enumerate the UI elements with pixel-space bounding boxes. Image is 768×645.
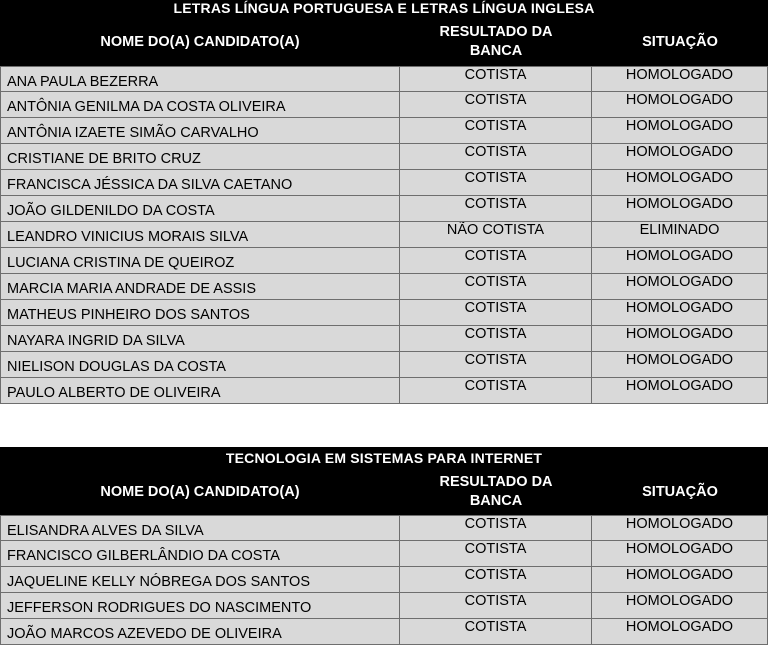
table-row xyxy=(0,118,768,144)
result-cell: COTISTA xyxy=(400,196,592,221)
candidate-name-cell: JEFFERSON RODRIGUES DO NASCIMENTO xyxy=(0,593,400,618)
header-name: NOME DO(A) CANDIDATO(A) xyxy=(100,483,300,500)
result-cell: COTISTA xyxy=(400,118,592,143)
candidate-name-cell: ANA PAULA BEZERRA xyxy=(0,67,400,91)
candidate-name-cell: ELISANDRA ALVES DA SILVA xyxy=(0,516,400,540)
candidate-name-cell: CRISTIANE DE BRITO CRUZ xyxy=(0,144,400,169)
table-title: TECNOLOGIA EM SISTEMAS PARA INTERNET xyxy=(0,447,768,469)
status-cell: HOMOLOGADO xyxy=(592,274,768,299)
table-row xyxy=(0,326,768,352)
status-cell: HOMOLOGADO xyxy=(592,593,768,618)
header-name: NOME DO(A) CANDIDATO(A) xyxy=(100,33,300,50)
status-cell: ELIMINADO xyxy=(592,222,768,247)
header-result-line2: BANCA xyxy=(469,493,523,509)
result-cell: NÃO COTISTA xyxy=(400,222,592,247)
candidate-name-cell: FRANCISCA JÉSSICA DA SILVA CAETANO xyxy=(0,170,400,195)
candidate-name-cell: JOÃO GILDENILDO DA COSTA xyxy=(0,196,400,221)
result-cell: COTISTA xyxy=(400,170,592,195)
table-body xyxy=(0,515,768,645)
result-cell: COTISTA xyxy=(400,92,592,117)
table-row xyxy=(0,300,768,326)
table-row xyxy=(0,593,768,619)
table-row xyxy=(0,567,768,593)
status-cell: HOMOLOGADO xyxy=(592,118,768,143)
table-row xyxy=(0,196,768,222)
result-cell: COTISTA xyxy=(400,67,592,91)
table-row xyxy=(0,92,768,118)
header-result-line1: RESULTADO DA xyxy=(439,474,553,490)
result-cell: COTISTA xyxy=(400,274,592,299)
header-status: SITUAÇÃO xyxy=(642,33,718,50)
header-result xyxy=(400,469,592,515)
candidate-name-cell: MATHEUS PINHEIRO DOS SANTOS xyxy=(0,300,400,325)
header-result-line2: BANCA xyxy=(469,43,523,59)
status-cell: HOMOLOGADO xyxy=(592,248,768,273)
candidate-name-cell: LUCIANA CRISTINA DE QUEIROZ xyxy=(0,248,400,273)
candidate-name-cell: PAULO ALBERTO DE OLIVEIRA xyxy=(0,378,400,403)
candidate-name-cell: MARCIA MARIA ANDRADE DE ASSIS xyxy=(0,274,400,299)
table-row xyxy=(0,248,768,274)
result-cell: COTISTA xyxy=(400,352,592,377)
result-cell: COTISTA xyxy=(400,619,592,644)
candidate-name-cell: JOÃO MARCOS AZEVEDO DE OLIVEIRA xyxy=(0,619,400,644)
table-row xyxy=(0,274,768,300)
result-cell: COTISTA xyxy=(400,248,592,273)
status-cell: HOMOLOGADO xyxy=(592,170,768,195)
candidate-name-cell: ANTÔNIA GENILMA DA COSTA OLIVEIRA xyxy=(0,92,400,117)
status-cell: HOMOLOGADO xyxy=(592,516,768,540)
status-cell: HOMOLOGADO xyxy=(592,619,768,644)
status-cell: HOMOLOGADO xyxy=(592,144,768,169)
result-cell: COTISTA xyxy=(400,516,592,540)
status-cell: HOMOLOGADO xyxy=(592,378,768,403)
table-row xyxy=(0,170,768,196)
candidate-name-cell: NAYARA INGRID DA SILVA xyxy=(0,326,400,351)
table-row xyxy=(0,515,768,541)
result-cell: COTISTA xyxy=(400,378,592,403)
status-cell: HOMOLOGADO xyxy=(592,326,768,351)
header-result-line1: RESULTADO DA xyxy=(439,24,553,40)
status-cell: HOMOLOGADO xyxy=(592,541,768,566)
table-tsi xyxy=(0,447,768,645)
table-body xyxy=(0,66,768,404)
candidate-name-cell: LEANDRO VINICIUS MORAIS SILVA xyxy=(0,222,400,247)
table-title: LETRAS LÍNGUA PORTUGUESA E LETRAS LÍNGUA INGLESA xyxy=(0,0,768,18)
candidate-name-cell: ANTÔNIA IZAETE SIMÃO CARVALHO xyxy=(0,118,400,143)
table-row xyxy=(0,352,768,378)
table-row xyxy=(0,619,768,645)
table-row xyxy=(0,378,768,404)
candidate-name-cell: NIELISON DOUGLAS DA COSTA xyxy=(0,352,400,377)
result-cell: COTISTA xyxy=(400,300,592,325)
status-cell: HOMOLOGADO xyxy=(592,196,768,221)
status-cell: HOMOLOGADO xyxy=(592,92,768,117)
table-row xyxy=(0,144,768,170)
status-cell: HOMOLOGADO xyxy=(592,352,768,377)
status-cell: HOMOLOGADO xyxy=(592,300,768,325)
result-cell: COTISTA xyxy=(400,593,592,618)
result-cell: COTISTA xyxy=(400,541,592,566)
status-cell: HOMOLOGADO xyxy=(592,67,768,91)
table-row xyxy=(0,222,768,248)
result-cell: COTISTA xyxy=(400,326,592,351)
table-row xyxy=(0,541,768,567)
table-header xyxy=(0,469,768,515)
table-header xyxy=(0,18,768,66)
status-cell: HOMOLOGADO xyxy=(592,567,768,592)
header-result xyxy=(400,18,592,66)
result-cell: COTISTA xyxy=(400,567,592,592)
candidate-name-cell: FRANCISCO GILBERLÂNDIO DA COSTA xyxy=(0,541,400,566)
table-row xyxy=(0,66,768,92)
result-cell: COTISTA xyxy=(400,144,592,169)
candidate-name-cell: JAQUELINE KELLY NÓBREGA DOS SANTOS xyxy=(0,567,400,592)
header-status: SITUAÇÃO xyxy=(642,483,718,500)
